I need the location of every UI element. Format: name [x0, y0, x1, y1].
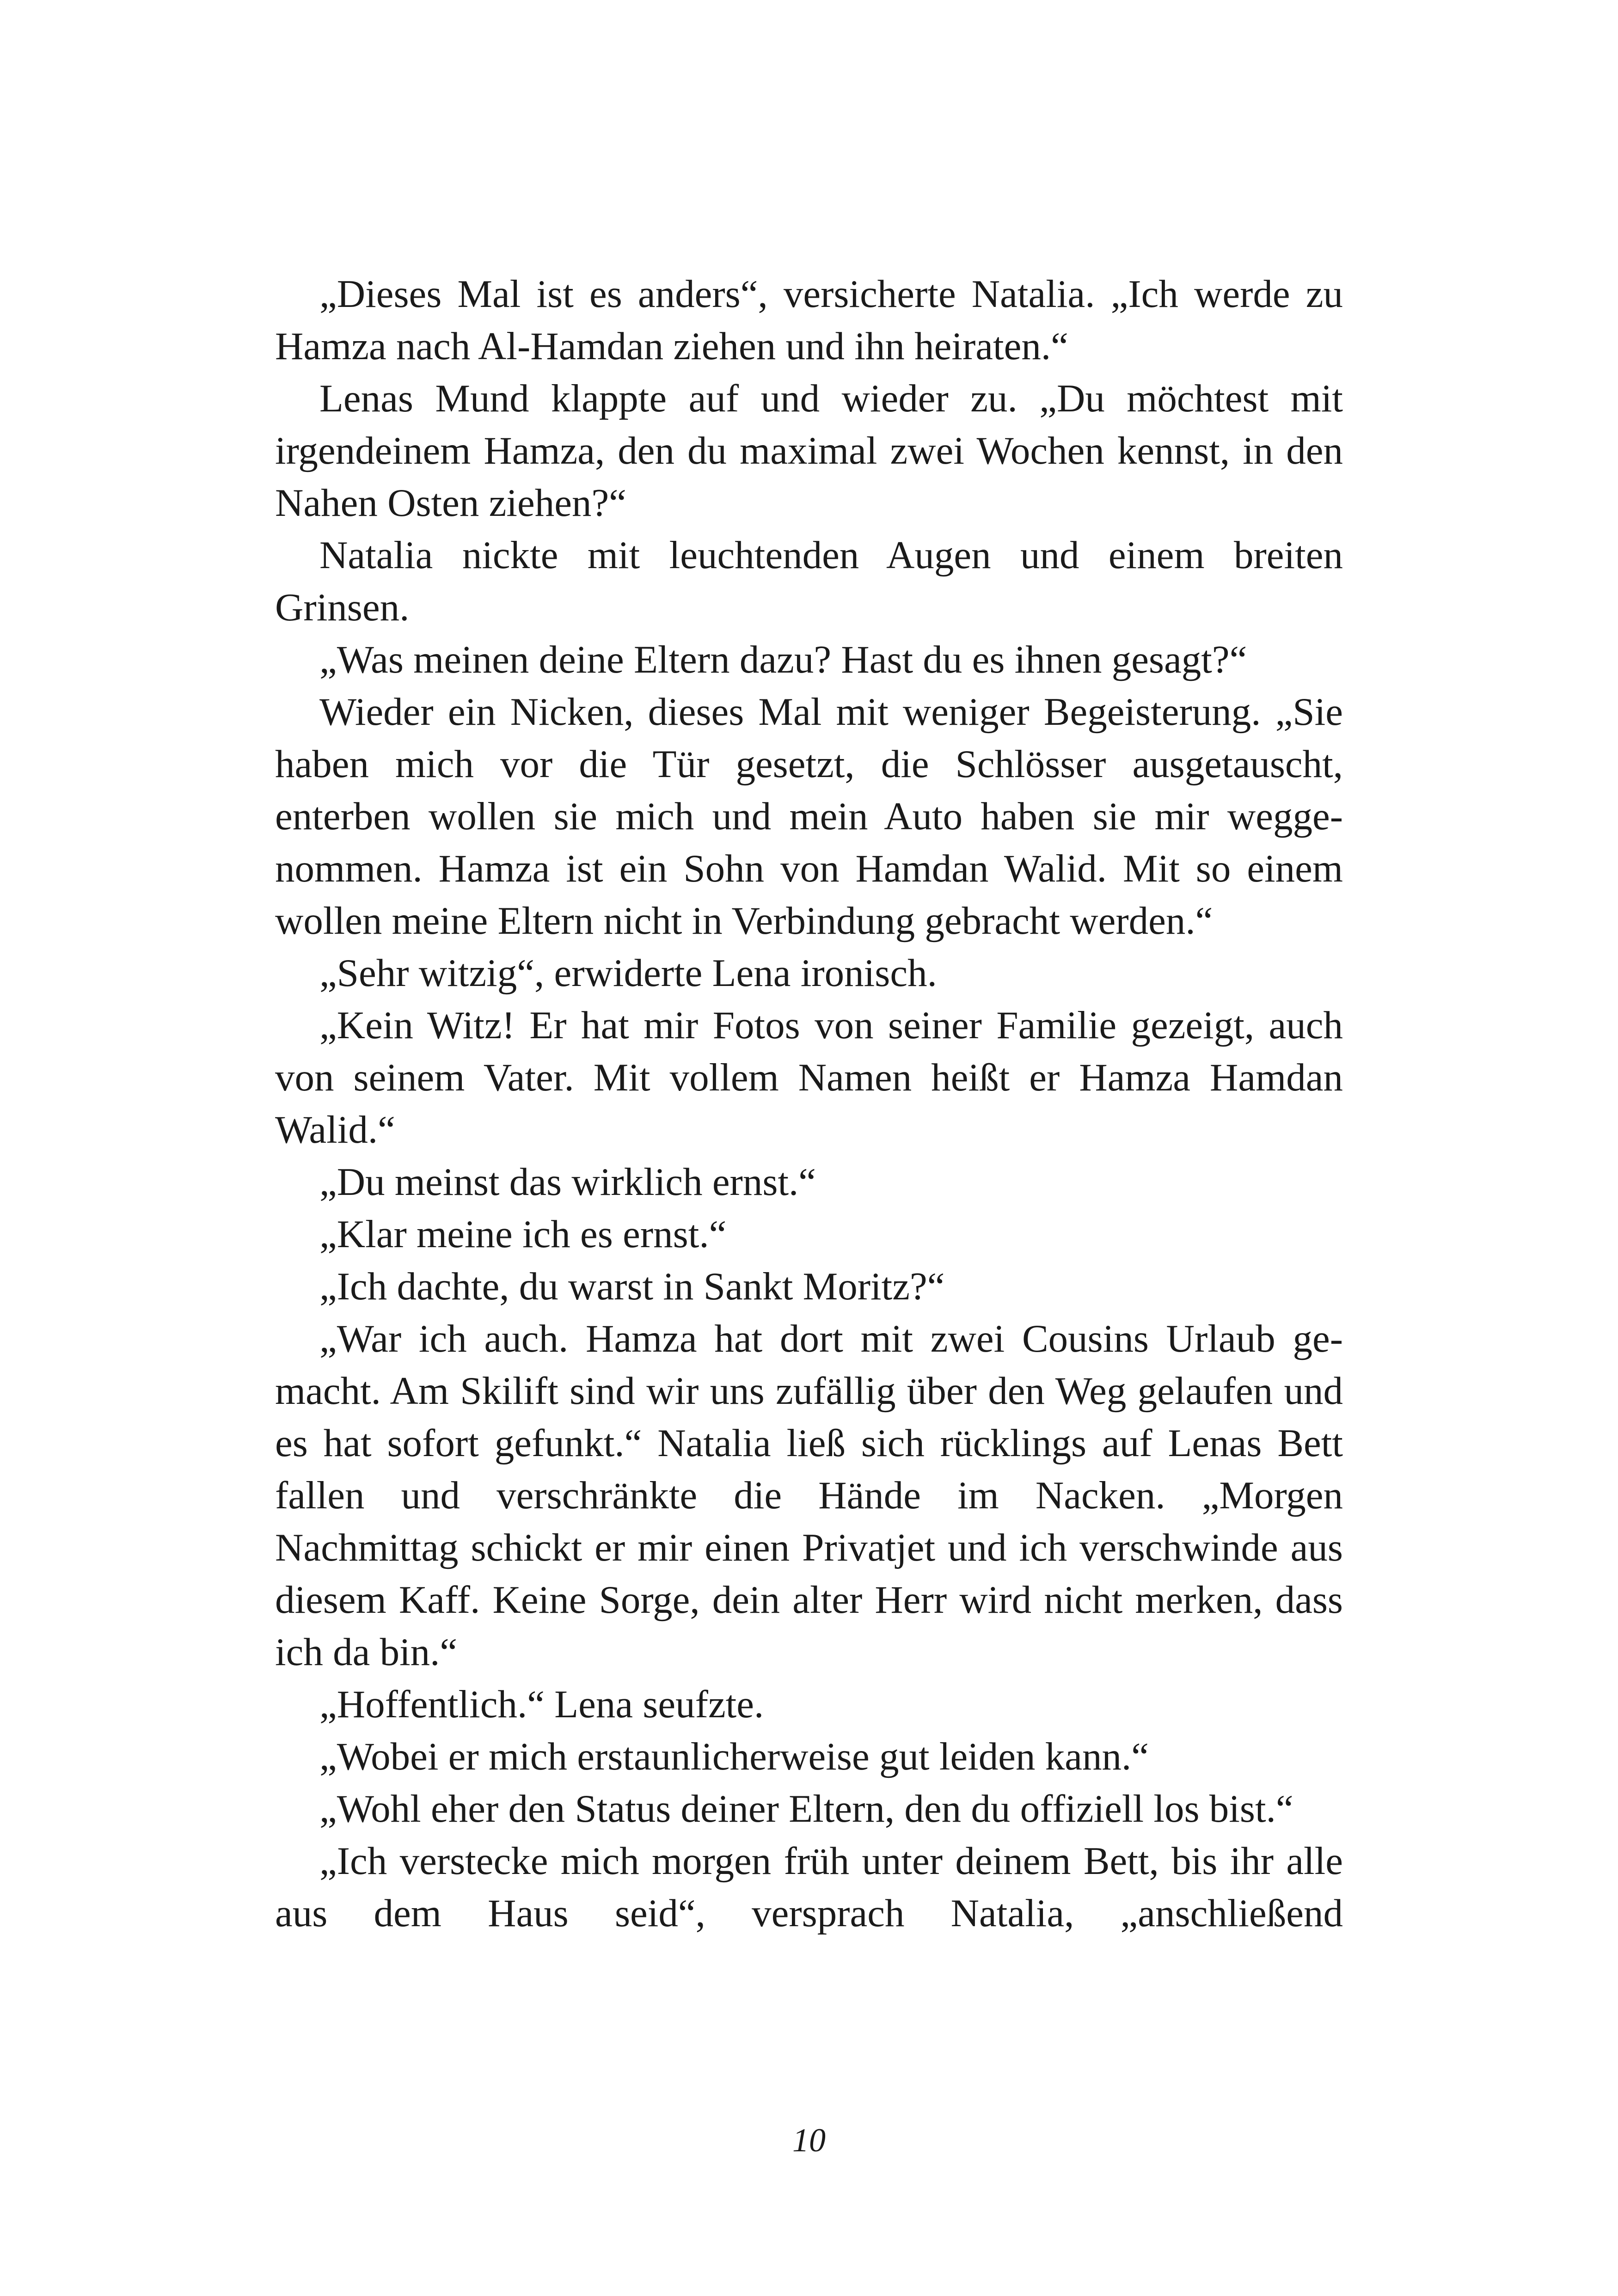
- paragraph: „Wohl eher den Status deiner Eltern, den du offiziell los bist.“: [319, 1787, 1293, 1831]
- paragraph: Natalia nickte mit leuchtenden Augen und einem breiten Grinsen.: [275, 533, 1343, 629]
- paragraph: „Wobei er mich erstaunlicherweise gut leiden kann.“: [319, 1735, 1149, 1778]
- paragraph: „War ich auch. Hamza hat dort mit zwei Cousins Urlaub gemacht. Am Skilift sind wir uns zufällig über den Weg gelaufen und es hat sofort gefunkt.“ Natalia ließ sich rücklings auf Lenas Bett fallen und verschränkte die Hände im Nacken. „Morgen Nachmittag schickt er mir einen Privatjet und ich verschwinde aus diesem Kaff. Keine Sorge, dein alter Herr wird nicht merken, dass ich da bin.“: [275, 1317, 1343, 1674]
- paragraph: Lenas Mund klappte auf und wieder zu. „Du möchtest mit irgendeinem Hamza, den du maximal zwei Wochen kennst, in den Nahen Osten ziehen?“: [275, 377, 1343, 525]
- body-text: [275, 268, 1343, 1940]
- paragraph: „Hoffentlich.“ Lena seufzte.: [319, 1683, 764, 1726]
- paragraph: „Kein Witz! Er hat mir Fotos von seiner Familie gezeigt, auch von seinem Vater. Mit vollem Namen heißt er Hamza Hamdan Walid.“: [275, 1004, 1343, 1151]
- paragraph: „Sehr witzig“, erwiderte Lena ironisch.: [319, 951, 937, 995]
- paragraph: „Was meinen deine Eltern dazu? Hast du es ihnen gesagt?“: [319, 638, 1247, 681]
- paragraph: „Klar meine ich es ernst.“: [319, 1212, 727, 1256]
- paragraph: „Dieses Mal ist es anders“, versicherte Natalia. „Ich werde zu Hamza nach Al-Hamdan ziehen und ihn heiraten.“: [275, 272, 1343, 368]
- page-number: 10: [792, 2122, 826, 2159]
- paragraph: „Du meinst das wirklich ernst.“: [319, 1160, 816, 1204]
- paragraph: „Ich verstecke mich morgen früh unter deinem Bett, bis ihr alle aus dem Haus seid“, versprach Natalia, „anschließend: [275, 1839, 1343, 1935]
- paragraph: Wieder ein Nicken, dieses Mal mit weniger Begeisterung. „Sie haben mich vor die Tür gesetzt, die Schlösser ausgetauscht, enterben wollen sie mich und mein Auto haben sie mir weggenommen. Hamza ist ein Sohn von Hamdan Walid. Mit so einem wollen meine Eltern nicht in Verbindung gebracht werden.“: [275, 690, 1343, 943]
- paragraph: „Ich dachte, du warst in Sankt Moritz?“: [319, 1265, 945, 1308]
